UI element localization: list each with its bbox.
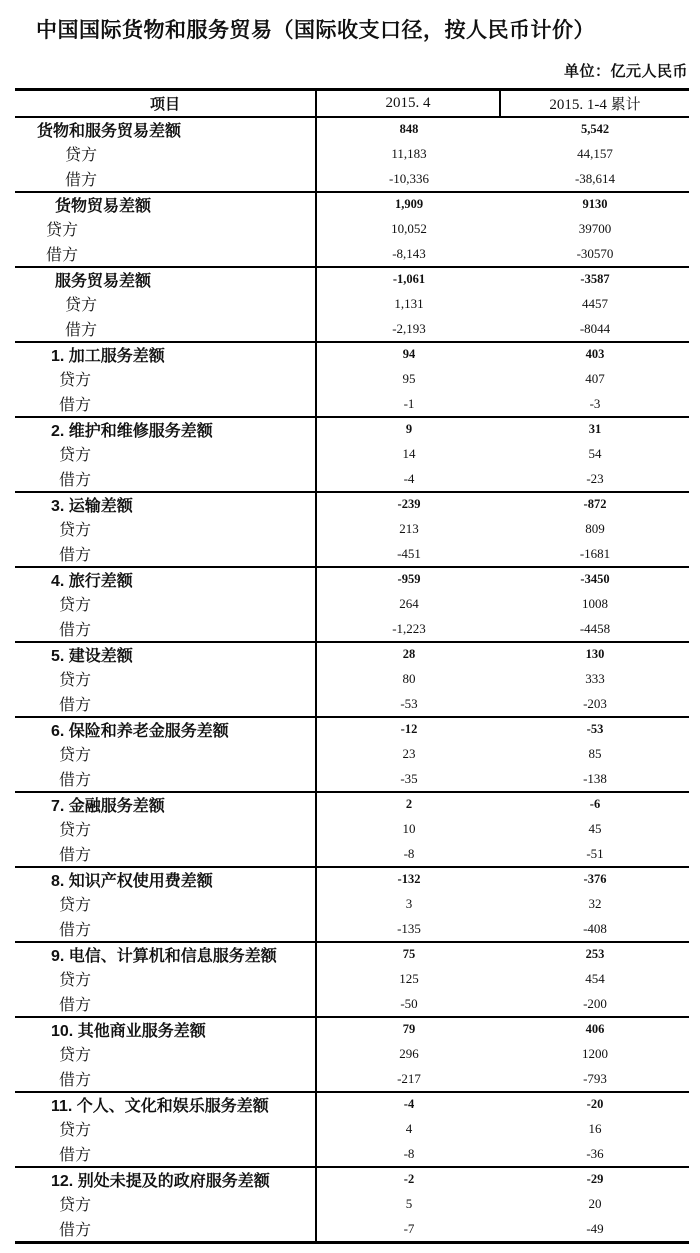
value-2015-4: 14 xyxy=(402,445,416,461)
row-label: 1. 加工服务差额 xyxy=(15,343,317,366)
row-label: 借方 xyxy=(15,1141,317,1166)
column-header-2015-1-4-cumulative: 2015. 1-4 累计 xyxy=(549,97,641,113)
row-label: 贷方 xyxy=(15,441,317,466)
value-2015-4: -4 xyxy=(403,470,415,486)
value-2015-1-4-cumulative: -23 xyxy=(586,470,604,486)
value-2015-1-4-cumulative: -1681 xyxy=(579,545,611,561)
value-2015-4: 80 xyxy=(402,670,416,686)
row-label: 贷方 xyxy=(15,966,317,991)
value-2015-1-4-cumulative: 809 xyxy=(585,520,605,536)
row-label: 货物和服务贸易差额 xyxy=(15,118,317,141)
row-label: 贷方 xyxy=(15,591,317,616)
row-label: 借方 xyxy=(15,466,317,491)
value-2015-4: 3 xyxy=(405,895,413,911)
value-2015-1-4-cumulative: 1200 xyxy=(582,1045,608,1061)
column-header-item: 项目 xyxy=(15,91,317,116)
table-header-row xyxy=(15,91,689,116)
table-row xyxy=(15,866,689,891)
value-2015-1-4-cumulative: -36 xyxy=(586,1145,604,1161)
value-2015-4: -1 xyxy=(403,395,415,411)
table-row xyxy=(15,716,689,741)
table-row xyxy=(15,241,689,266)
row-label: 贷方 xyxy=(15,741,317,766)
value-2015-4: -8 xyxy=(403,1145,415,1161)
table-row xyxy=(15,441,689,466)
row-label: 借方 xyxy=(15,616,317,641)
table-row xyxy=(15,216,689,241)
value-2015-1-4-cumulative: 16 xyxy=(588,1120,602,1136)
value-2015-4: -50 xyxy=(400,995,418,1011)
value-2015-4: 95 xyxy=(402,370,416,386)
value-2015-1-4-cumulative: 407 xyxy=(585,370,605,386)
table-row xyxy=(15,366,689,391)
row-label: 贷方 xyxy=(15,216,317,241)
value-2015-4: 75 xyxy=(402,947,416,961)
table-row xyxy=(15,666,689,691)
table-row xyxy=(15,266,689,291)
row-label: 借方 xyxy=(15,916,317,941)
value-2015-4: -10,336 xyxy=(388,170,430,186)
table-row xyxy=(15,1091,689,1116)
table-row xyxy=(15,916,689,941)
table-row xyxy=(15,591,689,616)
row-label: 贷方 xyxy=(15,891,317,916)
row-label: 3. 运输差额 xyxy=(15,493,317,516)
unit-label: 单位：亿元人民币 xyxy=(563,63,688,80)
value-2015-1-4-cumulative: -138 xyxy=(583,770,607,786)
table-row xyxy=(15,1116,689,1141)
value-2015-4: -132 xyxy=(397,872,421,886)
value-2015-4: -217 xyxy=(397,1070,421,1086)
value-2015-4: -2 xyxy=(403,1172,415,1186)
row-label: 货物贸易差额 xyxy=(15,193,317,216)
value-2015-1-4-cumulative: -3 xyxy=(589,395,601,411)
table-row xyxy=(15,191,689,216)
table-row xyxy=(15,516,689,541)
table-row xyxy=(15,316,689,341)
value-2015-4: 28 xyxy=(402,647,416,661)
value-2015-1-4-cumulative: -6 xyxy=(589,797,601,811)
value-2015-4: -1,061 xyxy=(392,272,426,286)
value-2015-1-4-cumulative: -872 xyxy=(583,497,607,511)
value-2015-1-4-cumulative: 32 xyxy=(588,895,602,911)
column-header-2015-4: 2015. 4 xyxy=(317,91,501,116)
table-row xyxy=(15,691,689,716)
value-2015-4: 213 xyxy=(399,520,419,536)
table-row xyxy=(15,341,689,366)
table-row xyxy=(15,941,689,966)
table-row xyxy=(15,641,689,666)
row-label: 贷方 xyxy=(15,366,317,391)
row-label: 借方 xyxy=(15,766,317,791)
value-2015-1-4-cumulative: -29 xyxy=(586,1172,604,1186)
table-row xyxy=(15,741,689,766)
row-label: 4. 旅行差额 xyxy=(15,568,317,591)
row-label: 11. 个人、文化和娱乐服务差额 xyxy=(15,1093,317,1116)
value-2015-1-4-cumulative: 9130 xyxy=(582,197,608,211)
value-2015-4: 10 xyxy=(402,820,416,836)
value-2015-1-4-cumulative: -8044 xyxy=(579,320,611,336)
value-2015-1-4-cumulative: 403 xyxy=(585,347,605,361)
value-2015-4: -2,193 xyxy=(392,320,426,336)
value-2015-1-4-cumulative: -793 xyxy=(583,1070,607,1086)
row-label: 借方 xyxy=(15,541,317,566)
table-row xyxy=(15,1041,689,1066)
value-2015-1-4-cumulative: 20 xyxy=(588,1195,602,1211)
value-2015-1-4-cumulative: 45 xyxy=(588,820,602,836)
value-2015-4: 94 xyxy=(402,347,416,361)
value-2015-4: 4 xyxy=(405,1120,413,1136)
value-2015-1-4-cumulative: -20 xyxy=(586,1097,604,1111)
table-row xyxy=(15,466,689,491)
row-label: 贷方 xyxy=(15,141,317,166)
row-label: 贷方 xyxy=(15,516,317,541)
table-row xyxy=(15,966,689,991)
row-label: 借方 xyxy=(15,391,317,416)
table-row xyxy=(15,816,689,841)
value-2015-1-4-cumulative: 54 xyxy=(588,445,602,461)
value-2015-4: 264 xyxy=(399,595,419,611)
value-2015-4: -1,223 xyxy=(392,620,426,636)
value-2015-1-4-cumulative: -51 xyxy=(586,845,604,861)
value-2015-1-4-cumulative: -53 xyxy=(586,722,604,736)
value-2015-1-4-cumulative: 85 xyxy=(588,745,602,761)
value-2015-4: 2 xyxy=(405,797,413,811)
value-2015-4: -135 xyxy=(397,920,421,936)
table-row xyxy=(15,416,689,441)
row-label: 借方 xyxy=(15,1066,317,1091)
value-2015-4: 1,909 xyxy=(394,197,424,211)
row-label: 7. 金融服务差额 xyxy=(15,793,317,816)
table-row xyxy=(15,791,689,816)
row-label: 贷方 xyxy=(15,291,317,316)
value-2015-1-4-cumulative: -376 xyxy=(583,872,607,886)
value-2015-1-4-cumulative: -3587 xyxy=(580,272,610,286)
table-row xyxy=(15,1141,689,1166)
row-label: 贷方 xyxy=(15,1116,317,1141)
table-row xyxy=(15,1016,689,1041)
row-label: 5. 建设差额 xyxy=(15,643,317,666)
table-row xyxy=(15,616,689,641)
table-row xyxy=(15,766,689,791)
value-2015-4: 296 xyxy=(399,1045,419,1061)
value-2015-4: 848 xyxy=(399,122,419,136)
value-2015-4: 125 xyxy=(399,970,419,986)
trade-table xyxy=(15,88,689,1244)
row-label: 借方 xyxy=(15,841,317,866)
row-label: 借方 xyxy=(15,166,317,191)
value-2015-4: 11,183 xyxy=(391,145,427,161)
table-row xyxy=(15,1216,689,1241)
value-2015-4: -8,143 xyxy=(392,245,426,261)
value-2015-1-4-cumulative: 333 xyxy=(585,670,605,686)
row-label: 2. 维护和维修服务差额 xyxy=(15,418,317,441)
value-2015-1-4-cumulative: 44,157 xyxy=(577,145,613,161)
table-row xyxy=(15,541,689,566)
value-2015-1-4-cumulative: 454 xyxy=(585,970,605,986)
value-2015-1-4-cumulative: -30570 xyxy=(576,245,614,261)
value-2015-4: -35 xyxy=(400,770,418,786)
value-2015-4: 1,131 xyxy=(394,295,424,311)
value-2015-1-4-cumulative: 130 xyxy=(585,647,605,661)
value-2015-4: -53 xyxy=(400,695,418,711)
table-row xyxy=(15,166,689,191)
table-row xyxy=(15,841,689,866)
row-label: 贷方 xyxy=(15,1191,317,1216)
value-2015-4: 10,052 xyxy=(391,220,427,236)
table-row xyxy=(15,291,689,316)
table-row xyxy=(15,391,689,416)
table-row xyxy=(15,1166,689,1191)
row-label: 9. 电信、计算机和信息服务差额 xyxy=(15,943,317,966)
row-label: 贷方 xyxy=(15,666,317,691)
table-row xyxy=(15,891,689,916)
table-row xyxy=(15,491,689,516)
table-row xyxy=(15,991,689,1016)
row-label: 贷方 xyxy=(15,1041,317,1066)
value-2015-1-4-cumulative: 4457 xyxy=(582,295,608,311)
value-2015-4: -4 xyxy=(403,1097,415,1111)
value-2015-4: 9 xyxy=(405,422,413,436)
value-2015-1-4-cumulative: -408 xyxy=(583,920,607,936)
row-label: 10. 其他商业服务差额 xyxy=(15,1018,317,1041)
table-row xyxy=(15,116,689,141)
value-2015-1-4-cumulative: -38,614 xyxy=(574,170,616,186)
row-label: 12. 别处未提及的政府服务差额 xyxy=(15,1168,317,1191)
table-row xyxy=(15,1066,689,1091)
value-2015-4: 5 xyxy=(405,1195,413,1211)
table-row xyxy=(15,1191,689,1216)
row-label: 借方 xyxy=(15,316,317,341)
value-2015-1-4-cumulative: 253 xyxy=(585,947,605,961)
value-2015-1-4-cumulative: -3450 xyxy=(580,572,610,586)
row-label: 服务贸易差额 xyxy=(15,268,317,291)
value-2015-4: -8 xyxy=(403,845,415,861)
value-2015-1-4-cumulative: -203 xyxy=(583,695,607,711)
table-body xyxy=(15,116,689,1241)
table-row xyxy=(15,141,689,166)
value-2015-1-4-cumulative: 1008 xyxy=(582,595,608,611)
value-2015-4: -239 xyxy=(397,497,421,511)
value-2015-1-4-cumulative: 39700 xyxy=(578,220,612,236)
row-label: 借方 xyxy=(15,991,317,1016)
value-2015-4: -959 xyxy=(397,572,421,586)
row-label: 贷方 xyxy=(15,816,317,841)
value-2015-4: -12 xyxy=(400,722,418,736)
row-label: 6. 保险和养老金服务差额 xyxy=(15,718,317,741)
value-2015-1-4-cumulative: -4458 xyxy=(579,620,611,636)
value-2015-1-4-cumulative: 406 xyxy=(585,1022,605,1036)
value-2015-1-4-cumulative: -200 xyxy=(583,995,607,1011)
row-label: 借方 xyxy=(15,241,317,266)
value-2015-4: 79 xyxy=(402,1022,416,1036)
value-2015-4: -451 xyxy=(397,545,421,561)
value-2015-1-4-cumulative: -49 xyxy=(586,1220,604,1236)
value-2015-1-4-cumulative: 5,542 xyxy=(580,122,610,136)
row-label: 借方 xyxy=(15,1216,317,1241)
value-2015-4: 23 xyxy=(402,745,416,761)
row-label: 借方 xyxy=(15,691,317,716)
row-label: 8. 知识产权使用费差额 xyxy=(15,868,317,891)
document-title: 中国国际货物和服务贸易（国际收支口径，按人民币计价） xyxy=(36,19,595,42)
value-2015-1-4-cumulative: 31 xyxy=(588,422,602,436)
value-2015-4: -7 xyxy=(403,1220,415,1236)
table-row xyxy=(15,566,689,591)
